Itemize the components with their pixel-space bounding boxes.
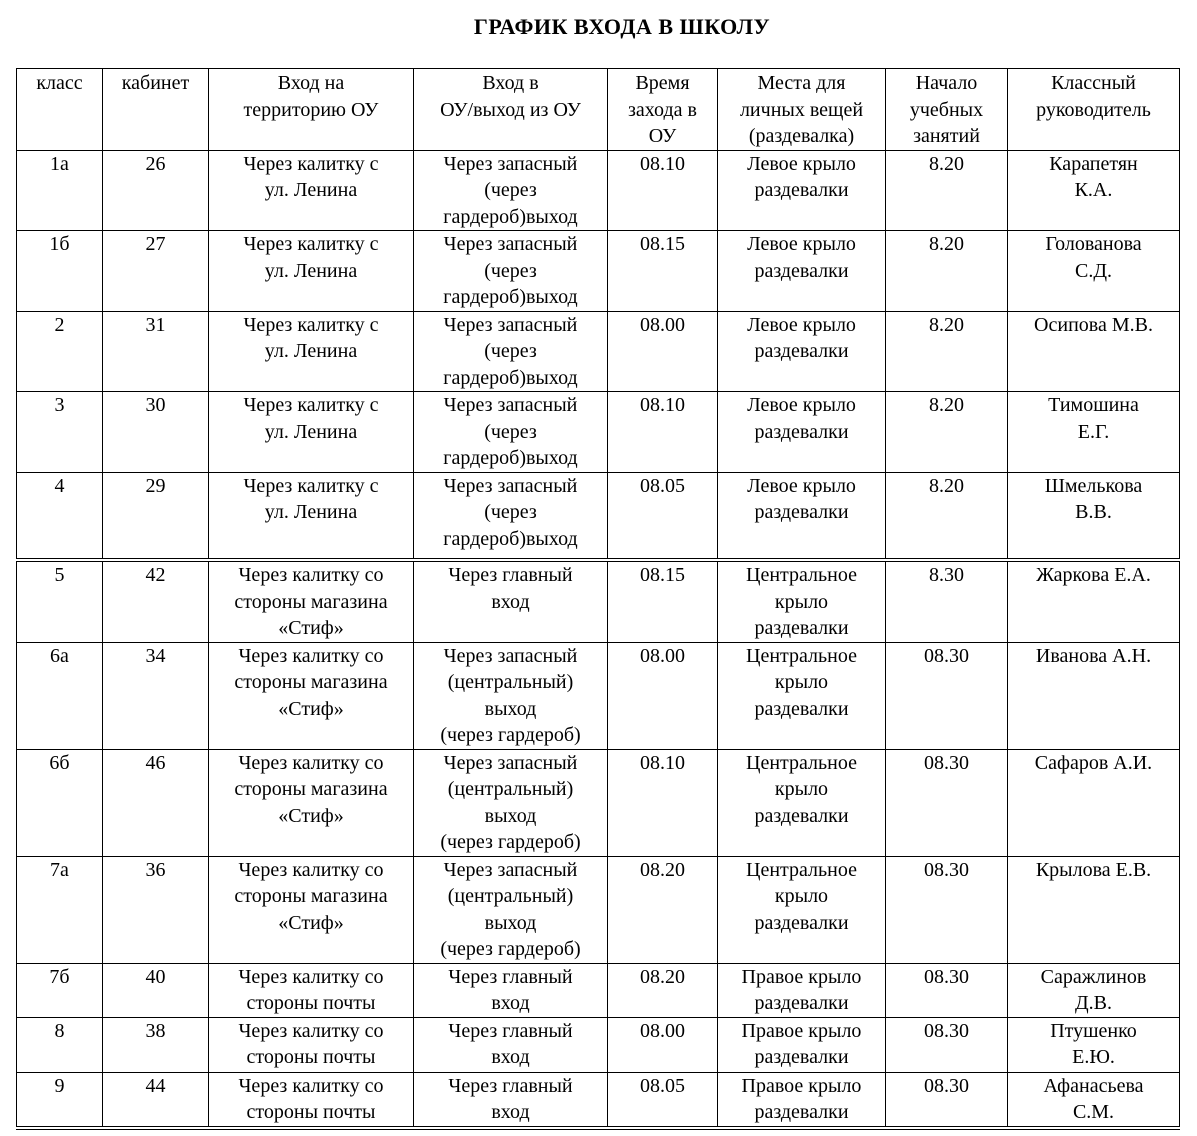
cell-entry <box>414 392 608 473</box>
cell-time: 08.05 <box>608 1072 718 1128</box>
cell-line: Через калитку с <box>243 394 379 416</box>
cell-territory <box>209 856 414 963</box>
cell-places <box>718 749 886 856</box>
cell-line: Центральное <box>746 751 857 774</box>
cell-start: 08.30 <box>886 749 1008 856</box>
cell-klass: 7б <box>17 963 103 1017</box>
header-places <box>718 69 886 151</box>
cell-time: 08.00 <box>608 642 718 749</box>
cell-line: раздевалки <box>754 992 849 1014</box>
cell-line: раздевалки <box>754 911 849 934</box>
cell-start: 8.20 <box>886 472 1008 560</box>
cell-kabinet: 26 <box>103 150 209 231</box>
cell-start: 8.30 <box>886 560 1008 642</box>
cell-teacher <box>1008 231 1180 312</box>
cell-line: раздевалки <box>754 259 849 282</box>
cell-line: гардероб)выход <box>443 447 578 469</box>
cell-places <box>718 560 886 642</box>
cell-teacher <box>1008 963 1180 1017</box>
cell-line: Через калитку со <box>238 1019 384 1042</box>
cell-line: крыло <box>774 671 829 693</box>
cell-line: (через гардероб) <box>440 938 581 960</box>
cell-line: Через запасный <box>443 233 578 255</box>
cell-line: вход <box>491 992 530 1014</box>
cell-line: вход <box>491 1046 530 1068</box>
cell-entry <box>414 150 608 231</box>
table-row <box>17 1072 1180 1128</box>
cell-line: стороны магазина <box>234 671 388 693</box>
cell-line: Е.Ю. <box>1072 1046 1115 1068</box>
header-line: ОУ/выход из ОУ <box>440 98 581 121</box>
table-row <box>17 231 1180 312</box>
cell-teacher <box>1008 560 1180 642</box>
cell-line: (через <box>484 259 537 282</box>
cell-line: крыло <box>774 885 829 907</box>
header-line: занятий <box>913 125 980 147</box>
table-row <box>17 963 1180 1017</box>
cell-teacher <box>1008 1017 1180 1072</box>
cell-line: Через калитку со <box>238 564 384 586</box>
table-row <box>17 472 1180 560</box>
header-territory <box>209 69 414 151</box>
cell-start: 8.20 <box>886 231 1008 312</box>
table-row <box>17 150 1180 231</box>
cell-line: раздевалки <box>754 1101 849 1123</box>
table-row <box>17 392 1180 473</box>
cell-start: 08.30 <box>886 642 1008 749</box>
cell-places <box>718 392 886 473</box>
cell-line: Центральное <box>746 858 857 881</box>
cell-line: (через гардероб) <box>440 831 581 853</box>
cell-line: крыло <box>774 778 829 800</box>
cell-line: С.Д. <box>1075 259 1112 282</box>
cell-line: Через запасный <box>443 751 578 774</box>
cell-entry <box>414 311 608 392</box>
page-title: ГРАФИК ВХОДА В ШКОЛУ <box>473 14 771 39</box>
cell-territory <box>209 560 414 642</box>
cell-time: 08.15 <box>608 231 718 312</box>
cell-line: ул. Ленина <box>264 340 358 362</box>
cell-start: 8.20 <box>886 392 1008 473</box>
cell-klass: 1б <box>17 231 103 312</box>
cell-line: Через запасный <box>443 644 578 667</box>
cell-line: Д.В. <box>1075 992 1112 1014</box>
cell-line: Тимошина <box>1048 394 1139 416</box>
cell-line: Осипова М.В. <box>1034 313 1153 336</box>
header-line: захода в <box>628 98 697 121</box>
cell-entry <box>414 1072 608 1128</box>
cell-line: Афанасьева <box>1043 1074 1144 1097</box>
cell-line: Саражлинов <box>1040 965 1147 988</box>
cell-line: (через <box>484 340 537 362</box>
cell-places <box>718 150 886 231</box>
cell-klass: 4 <box>17 472 103 560</box>
cell-klass: 5 <box>17 560 103 642</box>
cell-line: Через калитку со <box>238 1074 384 1097</box>
cell-kabinet: 36 <box>103 856 209 963</box>
schedule-body <box>17 150 1180 1128</box>
cell-line: Левое крыло <box>747 474 856 497</box>
cell-places <box>718 231 886 312</box>
cell-line: (через гардероб) <box>440 724 581 746</box>
table-row <box>17 749 1180 856</box>
cell-time: 08.10 <box>608 150 718 231</box>
header-line: личных вещей <box>739 98 864 121</box>
cell-line: В.В. <box>1075 501 1112 523</box>
cell-territory <box>209 1017 414 1072</box>
cell-line: Правое крыло <box>741 965 862 988</box>
header-time <box>608 69 718 151</box>
cell-line: (через <box>484 501 537 523</box>
cell-line: выход <box>484 804 537 827</box>
cell-kabinet: 44 <box>103 1072 209 1128</box>
table-row <box>17 856 1180 963</box>
cell-start: 8.20 <box>886 311 1008 392</box>
cell-time: 08.10 <box>608 392 718 473</box>
cell-kabinet: 40 <box>103 963 209 1017</box>
cell-entry <box>414 560 608 642</box>
cell-line: Через запасный <box>443 152 578 175</box>
table-row <box>17 311 1180 392</box>
table-row <box>17 642 1180 749</box>
cell-start: 08.30 <box>886 1072 1008 1128</box>
cell-line: Шмелькова <box>1044 474 1143 497</box>
cell-entry <box>414 472 608 560</box>
cell-line: Через калитку с <box>243 233 379 255</box>
cell-line: Карапетян <box>1049 152 1138 175</box>
cell-line: Через запасный <box>443 313 578 336</box>
cell-entry <box>414 856 608 963</box>
cell-kabinet: 31 <box>103 311 209 392</box>
cell-time: 08.20 <box>608 856 718 963</box>
cell-line: стороны магазина <box>234 590 388 613</box>
cell-start: 08.30 <box>886 963 1008 1017</box>
cell-kabinet: 42 <box>103 560 209 642</box>
cell-klass: 1а <box>17 150 103 231</box>
cell-time: 08.20 <box>608 963 718 1017</box>
cell-line: Голованова <box>1045 233 1142 255</box>
cell-line: «Стиф» <box>278 617 344 639</box>
cell-line: К.А. <box>1074 179 1113 201</box>
cell-line: Центральное <box>746 644 857 667</box>
cell-entry <box>414 749 608 856</box>
header-start <box>886 69 1008 151</box>
header-line: ОУ <box>648 125 677 147</box>
cell-start: 8.20 <box>886 150 1008 231</box>
header-line: Вход в <box>482 72 539 94</box>
cell-territory <box>209 963 414 1017</box>
cell-klass: 7а <box>17 856 103 963</box>
cell-places <box>718 311 886 392</box>
cell-territory <box>209 749 414 856</box>
cell-places <box>718 1072 886 1128</box>
cell-line: Через главный <box>448 1074 573 1097</box>
cell-line: Центральное <box>746 564 857 586</box>
header-line: Время <box>635 72 690 94</box>
cell-line: (центральный) <box>447 778 574 800</box>
cell-klass: 6а <box>17 642 103 749</box>
cell-teacher <box>1008 311 1180 392</box>
cell-line: Левое крыло <box>747 233 856 255</box>
cell-line: Через калитку с <box>243 474 379 497</box>
cell-line: Через запасный <box>443 858 578 881</box>
cell-territory <box>209 642 414 749</box>
cell-time: 08.15 <box>608 560 718 642</box>
cell-line: вход <box>491 1101 530 1123</box>
cell-line: «Стиф» <box>278 911 344 934</box>
cell-line: стороны почты <box>246 1046 376 1068</box>
cell-start: 08.30 <box>886 856 1008 963</box>
cell-line: Птушенко <box>1050 1019 1137 1042</box>
cell-places <box>718 856 886 963</box>
cell-line: Через калитку со <box>238 751 384 774</box>
header-klass: класс <box>17 69 103 151</box>
cell-klass: 9 <box>17 1072 103 1128</box>
cell-line: ул. Ленина <box>264 420 358 443</box>
cell-line: ул. Ленина <box>264 501 358 523</box>
cell-line: Через запасный <box>443 394 578 416</box>
cell-territory <box>209 1072 414 1128</box>
cell-line: (центральный) <box>447 671 574 693</box>
header-line: Вход на <box>277 72 345 94</box>
cell-klass: 8 <box>17 1017 103 1072</box>
schedule-table <box>16 68 1180 1130</box>
cell-line: раздевалки <box>754 340 849 362</box>
cell-line: Через калитку со <box>238 965 384 988</box>
cell-line: (через <box>484 179 537 201</box>
cell-kabinet: 46 <box>103 749 209 856</box>
cell-line: Через главный <box>448 564 573 586</box>
cell-klass: 2 <box>17 311 103 392</box>
cell-line: Через калитку со <box>238 858 384 881</box>
cell-places <box>718 1017 886 1072</box>
header-line: Места для <box>757 72 846 94</box>
cell-teacher <box>1008 642 1180 749</box>
cell-kabinet: 30 <box>103 392 209 473</box>
cell-time: 08.10 <box>608 749 718 856</box>
cell-teacher <box>1008 150 1180 231</box>
cell-line: стороны почты <box>246 992 376 1014</box>
header-teacher <box>1008 69 1180 151</box>
cell-kabinet: 27 <box>103 231 209 312</box>
cell-line: Правое крыло <box>741 1019 862 1042</box>
cell-line: «Стиф» <box>278 697 344 720</box>
cell-line: гардероб)выход <box>443 205 578 228</box>
cell-entry <box>414 1017 608 1072</box>
header-kabinet: кабинет <box>103 69 209 151</box>
cell-kabinet: 38 <box>103 1017 209 1072</box>
cell-line: Через запасный <box>443 474 578 497</box>
cell-klass: 3 <box>17 392 103 473</box>
header-row <box>17 69 1180 151</box>
cell-klass: 6б <box>17 749 103 856</box>
cell-territory <box>209 150 414 231</box>
cell-territory <box>209 311 414 392</box>
cell-line: Через калитку с <box>243 313 379 336</box>
cell-kabinet: 29 <box>103 472 209 560</box>
cell-teacher <box>1008 472 1180 560</box>
table-row <box>17 560 1180 642</box>
header-entry <box>414 69 608 151</box>
cell-line: раздевалки <box>754 501 849 523</box>
cell-line: раздевалки <box>754 179 849 201</box>
header-line: Начало <box>915 72 978 94</box>
cell-line: ул. Ленина <box>264 259 358 282</box>
cell-territory <box>209 231 414 312</box>
cell-line: (центральный) <box>447 885 574 907</box>
cell-time: 08.00 <box>608 1017 718 1072</box>
cell-teacher <box>1008 749 1180 856</box>
cell-places <box>718 472 886 560</box>
cell-line: стороны магазина <box>234 885 388 907</box>
cell-places <box>718 963 886 1017</box>
header-line: (раздевалка) <box>748 125 855 147</box>
header-line: руководитель <box>1036 98 1151 121</box>
cell-line: Сафаров А.И. <box>1034 751 1153 774</box>
cell-time: 08.00 <box>608 311 718 392</box>
cell-line: Левое крыло <box>747 313 856 336</box>
cell-line: Через калитку со <box>238 644 384 667</box>
cell-line: Через главный <box>448 1019 573 1042</box>
cell-line: стороны почты <box>246 1101 376 1123</box>
cell-line: Правое крыло <box>741 1074 862 1097</box>
cell-line: гардероб)выход <box>443 286 578 308</box>
cell-line: раздевалки <box>754 420 849 443</box>
cell-line: гардероб)выход <box>443 366 578 389</box>
cell-territory <box>209 472 414 560</box>
cell-line: стороны магазина <box>234 778 388 800</box>
cell-entry <box>414 231 608 312</box>
cell-line: крыло <box>774 590 829 613</box>
cell-line: Крылова Е.В. <box>1035 858 1152 881</box>
cell-start: 08.30 <box>886 1017 1008 1072</box>
cell-territory <box>209 392 414 473</box>
header-line: Классный <box>1051 72 1136 94</box>
cell-line: Жаркова Е.А. <box>1036 564 1151 586</box>
cell-time: 08.05 <box>608 472 718 560</box>
cell-line: «Стиф» <box>278 804 344 827</box>
cell-line: (через <box>484 420 537 443</box>
cell-line: выход <box>484 911 537 934</box>
cell-line: Иванова А.Н. <box>1035 644 1152 667</box>
cell-line: Левое крыло <box>747 152 856 175</box>
cell-line: раздевалки <box>754 1046 849 1068</box>
cell-line: выход <box>484 697 537 720</box>
cell-teacher <box>1008 392 1180 473</box>
cell-entry <box>414 642 608 749</box>
cell-line: Через калитку с <box>243 152 379 175</box>
cell-line: раздевалки <box>754 617 849 639</box>
table-row <box>17 1017 1180 1072</box>
cell-line: С.М. <box>1072 1101 1115 1123</box>
cell-line: Через главный <box>448 965 573 988</box>
cell-line: вход <box>491 590 530 613</box>
cell-kabinet: 34 <box>103 642 209 749</box>
cell-teacher <box>1008 856 1180 963</box>
cell-teacher <box>1008 1072 1180 1128</box>
cell-line: гардероб)выход <box>443 527 578 550</box>
cell-line: ул. Ленина <box>264 179 358 201</box>
cell-line: Левое крыло <box>747 394 856 416</box>
cell-places <box>718 642 886 749</box>
cell-line: раздевалки <box>754 697 849 720</box>
cell-line: Е.Г. <box>1077 420 1110 443</box>
cell-entry <box>414 963 608 1017</box>
header-line: учебных <box>909 98 984 121</box>
cell-line: раздевалки <box>754 804 849 827</box>
header-line: территорию ОУ <box>243 98 379 121</box>
